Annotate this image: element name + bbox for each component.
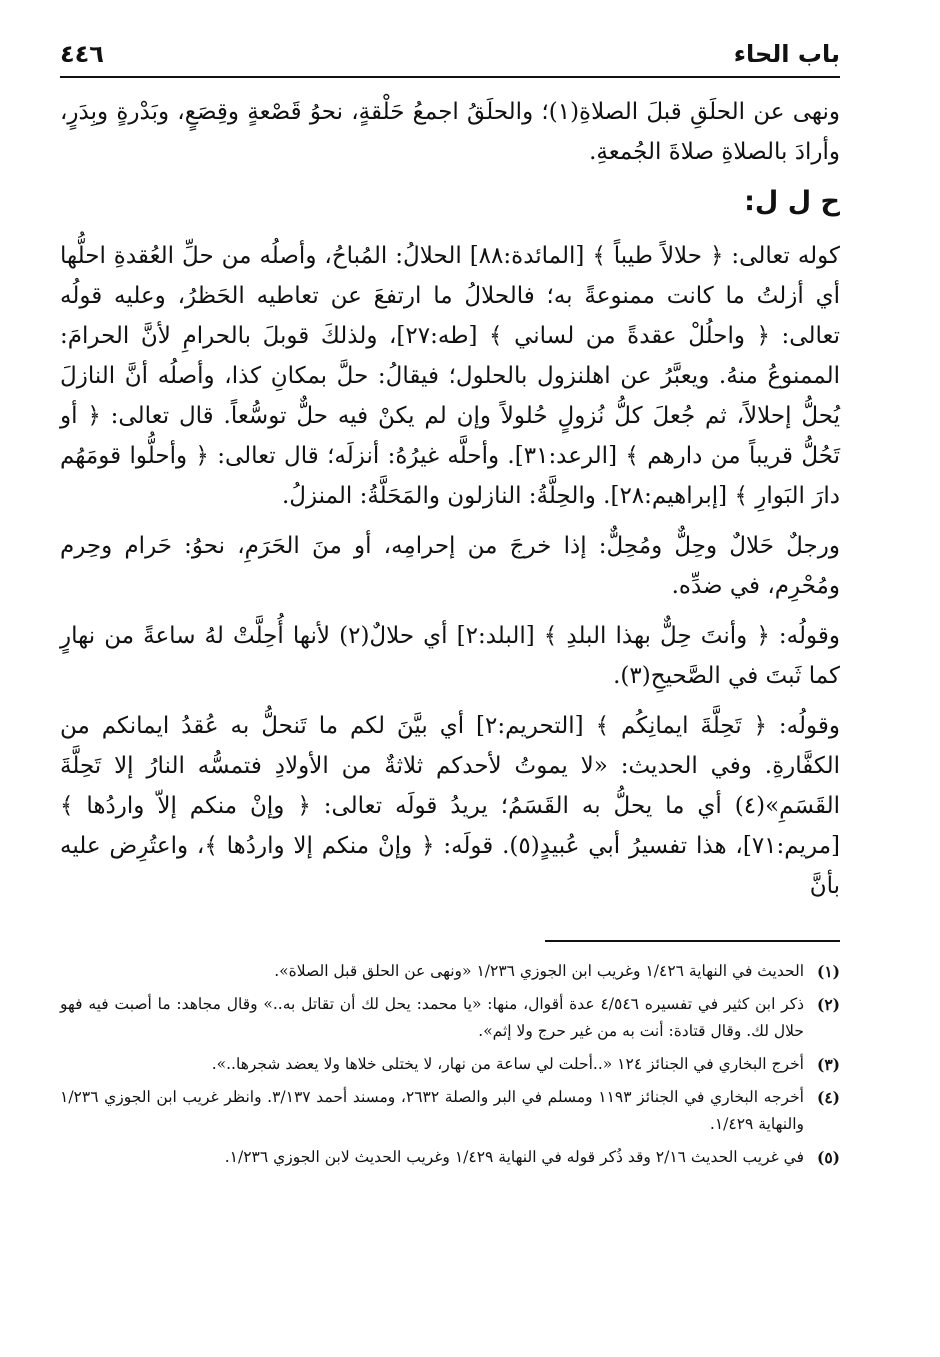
entry-heading: ح ل ل: [744,186,840,217]
footnote-4 [60,1084,840,1138]
footnotes [60,958,840,1171]
footnote-text: الحديث في النهاية ١/٤٢٦ وغريب ابن الجوزي ١/٢٣٦ «ونهى عن الحلق قبل الصلاة». [274,962,804,980]
footnote-1 [60,958,840,985]
chapter-title: باب الحاء [733,40,840,68]
footnote-text: أخرج البخاري في الجنائز ١٢٤ «..أحلت لي ساعة من نهار، لا يختلى خلاها ولا يعضد شجرها..». [211,1055,804,1073]
footnote-text: في غريب الحديث ٢/١٦ وقد ذُكر قوله في النهاية ١/٤٢٩ وغريب الحديث لابن الجوزي ١/٢٣٦. [224,1148,804,1166]
footnote-number: (١) [816,962,840,981]
paragraph-5: وقولُه: ﴿ تَحِلَّةَ ايمانِكُم ﴾ [التحريم:٢] أي بيَّنَ لكم ما تَنحلُّ به عُقدُ ايمانكم من الكفَّارةِ. وفي الحديث: «لا يموتُ لأحدكم ثلاثةٌ من الأولادِ فتمسُّه النارُ إلا تَحِلَّةَ القَسَمِ»(٤) أي ما يحلُّ به القَسَمُ؛ يريدُ قولَه تعالى: ﴿ وإنْ منكم إلاّ واردُها ﴾ [مريم:٧١]، هذا تفسيرُ أبي عُبيدٍ(٥). قولَه: ﴿ وإنْ منكم إلا واردُها ﴾، واعتُرِض عليه بأنَّ [60,713,840,899]
footnote-number: (٤) [816,1088,840,1107]
paragraph-1: ونهى عن الحلَقِ قبلَ الصلاةِ(١)؛ والحلَقُ اجمعُ حَلْقةٍ، نحوُ قَصْعةٍ وقِصَعٍ، وبَدْرةٍ وبِدَرٍ، وأرادَ بالصلاةِ صلاةَ الجُمعةِ. [60,99,840,165]
main-text [60,92,840,906]
footnote-3 [60,1051,840,1078]
page-header [60,40,840,68]
footnote-text: ذكر ابن كثير في تفسيره ٤/٥٤٦ عدة أقوال، منها: «يا محمد: يحل لك أن تقاتل به..» وقال مجاهد: ما أصبت فيه فهو حلال لك. وقال قتادة: أنت به من غير حرج ولا إثم». [60,995,805,1040]
paragraph-2: كوله تعالى: ﴿ حلالاً طيباً ﴾ [المائدة:٨٨] الحلالُ: المُباحُ، وأصلُه من حلِّ العُقدةِ احلُّها أي أزلتُ ما كانت ممنوعةً به؛ فالحلالُ ما ارتفعَ عن تعاطيه الحَظرُ، وعليه قولُه تعالى: ﴿ واحلُلْ عقدةً من لساني ﴾ [طه:٢٧]، ولذلكَ قوبلَ بالحرامِ لأنَّ الحرامَ: الممنوعُ منهُ. ويعبَّرُ عن اهلنزول بالحلول؛ فيقالُ: حلَّ بمكانِ كذا، وأصلُه أنَّ النازلَ يُحلُّ إحلالاً، ثم جُعلَ كلُّ نُزولٍ حُلولاً وإن لم يكنْ فيه حلٌّ توسُّعاً. قال تعالى: ﴿ أو تَحُلُّ قريباً من دارهم ﴾ [الرعد:٣١]. وأحلَّه غيرُهُ: أنزلَه؛ قال تعالى: ﴿ وأحلُّوا قومَهُم دارَ البَوارِ ﴾ [إبراهيم:٢٨]. والحِلَّةُ: النازلون والمَحَلَّةُ: المنزلُ. [60,243,841,509]
footnote-2 [60,991,840,1045]
footnote-number: (٢) [816,995,840,1014]
footnote-number: (٥) [816,1148,840,1167]
book-page [60,40,840,1177]
footnote-number: (٣) [816,1055,840,1074]
footnote-text: أخرجه البخاري في الجنائز ١١٩٣ ومسلم في البر والصلة ٢٦٣٢، ومسند أحمد ٣/١٣٧. وانظر غريب ابن الجوزي ١/٢٣٦ والنهاية ١/٤٢٩. [60,1088,804,1133]
header-divider [60,76,840,78]
paragraph-3: ورجلٌ حَلالٌ وحِلٌّ ومُحِلٌّ: إذا خرجَ من إحرامِه، أو منَ الحَرَمِ، نحوُ: حَرام وحِرم ومُحْرِم، في ضدِّه. [60,533,840,599]
footnote-divider [545,940,840,942]
paragraph-4: وقولُه: ﴿ وأنتَ حِلٌّ بهذا البلدِ ﴾ [البلد:٢] أي حلالٌ(٢) لأنها أُحِلَّتْ لهُ ساعةً من نهارٍ كما ثَبتَ في الصَّحيحِ(٣). [60,623,840,689]
footnote-5 [60,1144,840,1171]
page-number: ٤٤٦ [60,40,104,68]
